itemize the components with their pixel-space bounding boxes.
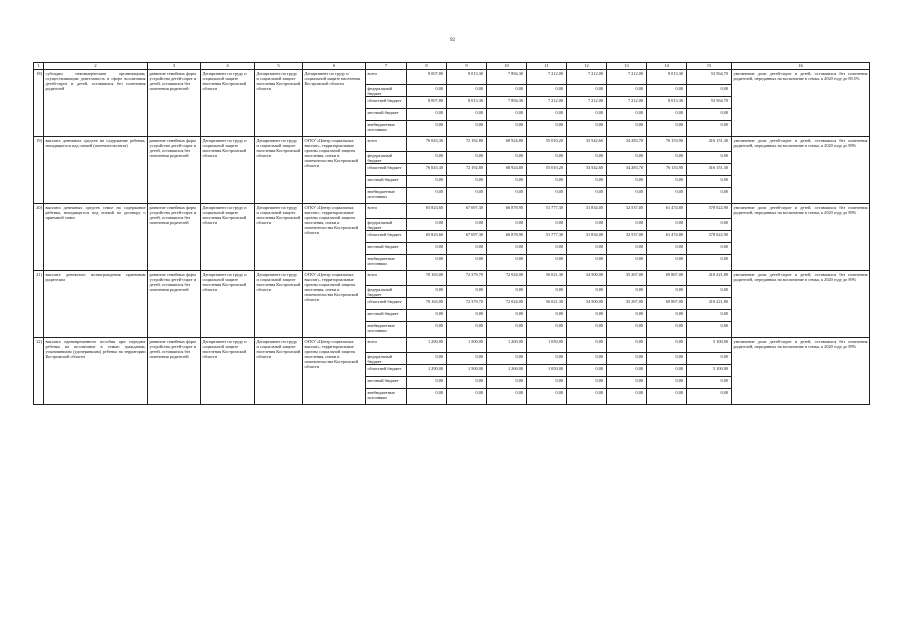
amount-cell: 0,00 xyxy=(527,85,567,97)
amount-cell: 72 024,00 xyxy=(487,271,527,286)
amount-cell: 0,00 xyxy=(567,338,607,353)
amount-cell: 76 043,30 xyxy=(407,164,447,176)
column-number-cell: 6 xyxy=(303,63,366,70)
amount-cell: 0,00 xyxy=(687,377,732,389)
amount-cell: 7 212,00 xyxy=(527,70,567,85)
amount-cell: 0,00 xyxy=(567,353,607,365)
amount-cell: 76 153,90 xyxy=(647,164,687,176)
amount-cell: 0,00 xyxy=(447,219,487,231)
amount-cell: 0,00 xyxy=(447,152,487,164)
amount-cell: 34 283,70 xyxy=(607,137,647,152)
funding-source-cell: внебюджетные источники xyxy=(366,188,407,204)
amount-cell: 0,00 xyxy=(447,353,487,365)
amount-cell: 0,00 xyxy=(447,121,487,137)
amount-cell: 0,00 xyxy=(687,121,732,137)
funds-recipient-cell: Департамент по труду и социальной защите населения Костромской области xyxy=(303,70,366,137)
amount-cell: 0,00 xyxy=(527,243,567,255)
amount-cell: 0,00 xyxy=(487,109,527,121)
row-number-cell: 22) xyxy=(34,338,44,405)
amount-cell: 0,00 xyxy=(607,377,647,389)
funding-source-cell: всего xyxy=(366,338,407,353)
amount-cell: 0,00 xyxy=(607,243,647,255)
amount-cell: 31 834,00 xyxy=(567,231,607,243)
amount-cell: 72 192,80 xyxy=(447,164,487,176)
funding-source-cell: федеральный бюджет xyxy=(366,85,407,97)
funds-recipient-cell: ОГКУ «Центр социальных выплат», территориальные органы социальной защиты населения, опеки и попечительства Костромской области xyxy=(303,338,366,405)
table-row xyxy=(34,338,870,353)
amount-cell: 0,00 xyxy=(407,176,447,188)
amount-cell: 0,00 xyxy=(447,85,487,97)
amount-cell: 0,00 xyxy=(527,377,567,389)
amount-cell: 68 924,80 xyxy=(487,164,527,176)
column-number-cell: 8 xyxy=(407,63,447,70)
amount-cell: 0,00 xyxy=(527,310,567,322)
row-number-cell: 18) xyxy=(34,70,44,137)
amount-cell: 0,00 xyxy=(607,365,647,377)
amount-cell: 0,00 xyxy=(407,85,447,97)
amount-cell: 0,00 xyxy=(487,322,527,338)
column-number-cell: 15 xyxy=(687,63,732,70)
direction-cell: развитие семейных форм устройства детей-сирот и детей, оставшихся без попечения родителей xyxy=(148,204,201,271)
funding-source-cell: областной бюджет xyxy=(366,365,407,377)
amount-cell: 72 024,00 xyxy=(487,298,527,310)
amount-cell: 1 260,00 xyxy=(487,365,527,377)
amount-cell: 0,00 xyxy=(487,310,527,322)
amount-cell: 0,00 xyxy=(407,286,447,298)
amount-cell: 0,00 xyxy=(567,243,607,255)
measure-name-cell: выплата денежного вознаграждения приемным родителям xyxy=(44,271,148,338)
amount-cell: 0,00 xyxy=(687,188,732,204)
amount-cell: 0,00 xyxy=(607,85,647,97)
amount-cell: 0,00 xyxy=(527,188,567,204)
amount-cell: 0,00 xyxy=(567,286,607,298)
funding-source-cell: внебюджетные источники xyxy=(366,255,407,271)
amount-cell: 0,00 xyxy=(407,322,447,338)
amount-cell: 1 500,00 xyxy=(447,338,487,353)
amount-cell: 0,00 xyxy=(447,322,487,338)
amount-cell: 378 022,90 xyxy=(687,204,732,219)
amount-cell: 0,00 xyxy=(607,389,647,405)
direction-cell: развитие семейных форм устройства детей-сирот и детей, оставшихся без попечения родителей xyxy=(148,70,201,137)
amount-cell: 1 290,00 xyxy=(407,365,447,377)
direction-cell: развитие семейных форм устройства детей-сирот и детей, оставшихся без попечения родителей xyxy=(148,271,201,338)
amount-cell: 67 697,30 xyxy=(447,231,487,243)
amount-cell: 66 878,90 xyxy=(487,231,527,243)
amount-cell: 76 153,90 xyxy=(647,137,687,152)
amount-cell: 51 777,30 xyxy=(527,231,567,243)
amount-cell: 69 867,00 xyxy=(647,298,687,310)
funding-source-cell: местный бюджет xyxy=(366,377,407,389)
amount-cell: 35 267,00 xyxy=(607,298,647,310)
amount-cell: 5 100,00 xyxy=(687,338,732,353)
amount-cell: 0,00 xyxy=(687,85,732,97)
amount-cell: 0,00 xyxy=(607,353,647,365)
column-number-cell: 12 xyxy=(567,63,607,70)
amount-cell: 0,00 xyxy=(487,389,527,405)
expected-result-cell: увеличение доли детей-сирот и детей, оставшихся без попечения родителей, переданных на воспитание в семьи, к 2020 году до 89% xyxy=(732,271,870,338)
amount-cell: 35 267,00 xyxy=(607,271,647,286)
funding-source-cell: всего xyxy=(366,70,407,85)
amount-cell: 0,00 xyxy=(687,255,732,271)
amount-cell: 0,00 xyxy=(647,152,687,164)
amount-cell: 65 823,60 xyxy=(407,204,447,219)
column-number-cell: 5 xyxy=(255,63,303,70)
amount-cell: 0,00 xyxy=(567,188,607,204)
amount-cell: 0,00 xyxy=(647,188,687,204)
funding-source-cell: федеральный бюджет xyxy=(366,286,407,298)
amount-cell: 1 260,00 xyxy=(487,338,527,353)
amount-cell: 0,00 xyxy=(487,188,527,204)
amount-cell: 0,00 xyxy=(527,219,567,231)
expected-result-cell: увеличение доли детей-сирот и детей, оставшихся без попечения родителей, переданных на воспитание в семьи, к 2020 году до 89% xyxy=(732,338,870,405)
amount-cell: 7 894,30 xyxy=(487,70,527,85)
column-number-cell: 16 xyxy=(732,63,870,70)
row-number-cell: 19) xyxy=(34,137,44,204)
direction-cell: развитие семейных форм устройства детей-сирот и детей, оставшихся без попечения родителей xyxy=(148,338,201,405)
amount-cell: 8 007,80 xyxy=(407,97,447,109)
amount-cell: 0,00 xyxy=(487,121,527,137)
row-number-cell: 20) xyxy=(34,204,44,271)
amount-cell: 70 163,00 xyxy=(407,271,447,286)
amount-cell: 0,00 xyxy=(607,255,647,271)
measure-name-cell: выплата денежных средств семье на содержание ребенка, находящегося под опекой по договору о приемной семье xyxy=(44,204,148,271)
amount-cell: 31 834,00 xyxy=(567,204,607,219)
column-number-cell: 10 xyxy=(487,63,527,70)
amount-cell: 0,00 xyxy=(567,85,607,97)
funding-source-cell: областной бюджет xyxy=(366,97,407,109)
amount-cell: 0,00 xyxy=(567,365,607,377)
amount-cell: 72 379,70 xyxy=(447,271,487,286)
amount-cell: 0,00 xyxy=(407,255,447,271)
amount-cell: 34 500,00 xyxy=(567,298,607,310)
funding-source-cell: местный бюджет xyxy=(366,109,407,121)
amount-cell: 1 050,00 xyxy=(527,338,567,353)
amount-cell: 0,00 xyxy=(407,121,447,137)
amount-cell: 0,00 xyxy=(487,255,527,271)
amount-cell: 0,00 xyxy=(567,152,607,164)
funding-source-cell: местный бюджет xyxy=(366,243,407,255)
funds-recipient-cell: ОГКУ «Центр социальных выплат», территориальные органы социальной защиты населения, опеки и попечительства Костромской области xyxy=(303,204,366,271)
co-executor-cell: Департамент по труду и социальной защите населения Костромской области xyxy=(255,204,303,271)
amount-cell: 0,00 xyxy=(527,255,567,271)
amount-cell: 0,00 xyxy=(607,338,647,353)
amount-cell: 0,00 xyxy=(567,109,607,121)
amount-cell: 0,00 xyxy=(567,389,607,405)
amount-cell: 0,00 xyxy=(567,310,607,322)
row-number-cell: 21) xyxy=(34,271,44,338)
amount-cell: 0,00 xyxy=(687,243,732,255)
amount-cell: 0,00 xyxy=(447,243,487,255)
funds-recipient-cell: ОГКУ «Центр социальных выплат», территориальные органы социальной защиты населения, опеки и попечительства Костромской области xyxy=(303,137,366,204)
expected-result-cell: увеличение доли детей-сирот и детей, оставшихся без попечения родителей, переданных на воспитание в семьи, к 2020 году до 89,5% xyxy=(732,70,870,137)
co-executor-cell: Департамент по труду и социальной защите населения Костромской области xyxy=(255,338,303,405)
funding-source-cell: местный бюджет xyxy=(366,310,407,322)
amount-cell: 0,00 xyxy=(647,365,687,377)
amount-cell: 72 192,80 xyxy=(447,137,487,152)
amount-cell: 0,00 xyxy=(447,188,487,204)
amount-cell: 0,00 xyxy=(527,121,567,137)
amount-cell: 0,00 xyxy=(647,338,687,353)
measure-name-cell: выплата единовременного пособия при передаче ребенка на воспитание в семью гражданам, усыновившим (удочерившим) ребенка на территории Костромской области xyxy=(44,338,148,405)
responsible-executor-cell: Департамент по труду и социальной защите населения Костромской области xyxy=(201,204,255,271)
amount-cell: 0,00 xyxy=(407,310,447,322)
amount-cell: 0,00 xyxy=(407,377,447,389)
amount-cell: 0,00 xyxy=(567,219,607,231)
amount-cell: 0,00 xyxy=(447,377,487,389)
amount-cell: 0,00 xyxy=(687,353,732,365)
amount-cell: 67 697,30 xyxy=(447,204,487,219)
funding-source-cell: федеральный бюджет xyxy=(366,219,407,231)
amount-cell: 56 021,30 xyxy=(527,271,567,286)
amount-cell: 0,00 xyxy=(487,85,527,97)
amount-cell: 0,00 xyxy=(567,121,607,137)
amount-cell: 0,00 xyxy=(647,219,687,231)
amount-cell: 0,00 xyxy=(527,322,567,338)
amount-cell: 0,00 xyxy=(407,188,447,204)
amount-cell: 56 021,30 xyxy=(527,298,567,310)
amount-cell: 61 474,80 xyxy=(647,204,687,219)
amount-cell: 0,00 xyxy=(527,152,567,164)
amount-cell: 0,00 xyxy=(527,176,567,188)
funding-source-cell: внебюджетные источники xyxy=(366,389,407,405)
amount-cell: 66 878,90 xyxy=(487,204,527,219)
amount-cell: 1 500,00 xyxy=(447,365,487,377)
amount-cell: 0,00 xyxy=(447,109,487,121)
amount-cell: 0,00 xyxy=(487,243,527,255)
amount-cell: 7 212,00 xyxy=(607,97,647,109)
amount-cell: 0,00 xyxy=(607,188,647,204)
amount-cell: 8 013,30 xyxy=(647,70,687,85)
amount-cell: 0,00 xyxy=(447,286,487,298)
amount-cell: 416 151,30 xyxy=(687,164,732,176)
amount-cell: 1 050,00 xyxy=(527,365,567,377)
responsible-executor-cell: Департамент по труду и социальной защите населения Костромской области xyxy=(201,137,255,204)
amount-cell: 0,00 xyxy=(527,389,567,405)
amount-cell: 0,00 xyxy=(527,286,567,298)
column-number-cell: 13 xyxy=(607,63,647,70)
amount-cell: 34 500,00 xyxy=(567,271,607,286)
amount-cell: 76 043,30 xyxy=(407,137,447,152)
amount-cell: 0,00 xyxy=(447,310,487,322)
program-table xyxy=(33,62,870,405)
amount-cell: 0,00 xyxy=(407,353,447,365)
table-row xyxy=(34,204,870,219)
expected-result-cell: увеличение доли детей-сирот и детей, оставшихся без попечения родителей, переданных на воспитание в семьи, к 2020 году до 89% xyxy=(732,137,870,204)
amount-cell: 0,00 xyxy=(647,310,687,322)
amount-cell: 0,00 xyxy=(447,176,487,188)
amount-cell: 8 007,80 xyxy=(407,70,447,85)
amount-cell: 53 564,70 xyxy=(687,70,732,85)
amount-cell: 33 542,60 xyxy=(567,137,607,152)
amount-cell: 32 537,00 xyxy=(607,204,647,219)
amount-cell: 0,00 xyxy=(687,389,732,405)
amount-cell: 72 379,70 xyxy=(447,298,487,310)
amount-cell: 0,00 xyxy=(407,243,447,255)
amount-cell: 0,00 xyxy=(407,109,447,121)
amount-cell: 0,00 xyxy=(407,152,447,164)
amount-cell: 416 151,30 xyxy=(687,137,732,152)
amount-cell: 0,00 xyxy=(647,322,687,338)
column-number-cell: 1 xyxy=(34,63,44,70)
amount-cell: 70 163,00 xyxy=(407,298,447,310)
amount-cell: 55 010,20 xyxy=(527,137,567,152)
funding-source-cell: областной бюджет xyxy=(366,164,407,176)
amount-cell: 378 022,90 xyxy=(687,231,732,243)
amount-cell: 0,00 xyxy=(647,353,687,365)
amount-cell: 0,00 xyxy=(647,286,687,298)
amount-cell: 0,00 xyxy=(487,176,527,188)
amount-cell: 53 564,70 xyxy=(687,97,732,109)
co-executor-cell: Департамент по труду и социальной защите населения Костромской области xyxy=(255,271,303,338)
amount-cell: 0,00 xyxy=(607,286,647,298)
amount-cell: 0,00 xyxy=(527,353,567,365)
amount-cell: 8 013,30 xyxy=(447,70,487,85)
amount-cell: 0,00 xyxy=(487,152,527,164)
amount-cell: 33 542,60 xyxy=(567,164,607,176)
amount-cell: 0,00 xyxy=(567,255,607,271)
funds-recipient-cell: ОГКУ «Центр социальных выплат», территориальные органы социальной защиты населения, опеки и попечительства Костромской области xyxy=(303,271,366,338)
page-number: 92 xyxy=(450,38,455,43)
amount-cell: 61 474,80 xyxy=(647,231,687,243)
amount-cell: 0,00 xyxy=(687,322,732,338)
amount-cell: 7 212,00 xyxy=(607,70,647,85)
amount-cell: 0,00 xyxy=(607,109,647,121)
funding-source-cell: местный бюджет xyxy=(366,176,407,188)
amount-cell: 0,00 xyxy=(407,389,447,405)
amount-cell: 0,00 xyxy=(647,243,687,255)
responsible-executor-cell: Департамент по труду и социальной защите населения Костромской области xyxy=(201,271,255,338)
funding-source-cell: федеральный бюджет xyxy=(366,353,407,365)
funding-source-cell: федеральный бюджет xyxy=(366,152,407,164)
amount-cell: 0,00 xyxy=(687,152,732,164)
funding-source-cell: всего xyxy=(366,271,407,286)
table-row xyxy=(34,271,870,286)
amount-cell: 7 894,30 xyxy=(487,97,527,109)
amount-cell: 7 212,00 xyxy=(527,97,567,109)
co-executor-cell: Департамент по труду и социальной защите населения Костромской области xyxy=(255,70,303,137)
table-row xyxy=(34,70,870,85)
expected-result-cell: увеличение доли детей-сирот и детей, оставшихся без попечения родителей, переданных на воспитание в семьи, к 2020 году до 89% xyxy=(732,204,870,271)
table-body xyxy=(34,63,870,405)
amount-cell: 34 283,70 xyxy=(607,164,647,176)
amount-cell: 32 537,00 xyxy=(607,231,647,243)
amount-cell: 0,00 xyxy=(447,389,487,405)
amount-cell: 65 823,60 xyxy=(407,231,447,243)
amount-cell: 0,00 xyxy=(447,255,487,271)
measure-name-cell: субсидии некоммерческим организациям, осуществляющим деятельность в сфере воспитания детей-сирот и детей, оставшихся без попечения родителей xyxy=(44,70,148,137)
amount-cell: 7 212,00 xyxy=(567,70,607,85)
amount-cell: 410 221,80 xyxy=(687,298,732,310)
amount-cell: 0,00 xyxy=(687,219,732,231)
funding-source-cell: внебюджетные источники xyxy=(366,121,407,137)
amount-cell: 0,00 xyxy=(567,377,607,389)
amount-cell: 1 290,00 xyxy=(407,338,447,353)
column-number-cell: 2 xyxy=(44,63,148,70)
column-number-cell: 3 xyxy=(148,63,201,70)
amount-cell: 0,00 xyxy=(607,322,647,338)
amount-cell: 0,00 xyxy=(687,176,732,188)
funding-source-cell: всего xyxy=(366,204,407,219)
amount-cell: 8 013,30 xyxy=(447,97,487,109)
co-executor-cell: Департамент по труду и социальной защите населения Костромской области xyxy=(255,137,303,204)
measure-name-cell: выплата денежных средств на содержание ребенка, находящегося под опекой (попечительством) xyxy=(44,137,148,204)
funding-source-cell: всего xyxy=(366,137,407,152)
amount-cell: 7 212,00 xyxy=(567,97,607,109)
funding-source-cell: областной бюджет xyxy=(366,298,407,310)
amount-cell: 0,00 xyxy=(687,109,732,121)
amount-cell: 68 924,80 xyxy=(487,137,527,152)
column-number-cell: 11 xyxy=(527,63,567,70)
amount-cell: 0,00 xyxy=(687,310,732,322)
amount-cell: 0,00 xyxy=(527,109,567,121)
amount-cell: 55 010,20 xyxy=(527,164,567,176)
amount-cell: 0,00 xyxy=(487,353,527,365)
amount-cell: 0,00 xyxy=(647,109,687,121)
direction-cell: развитие семейных форм устройства детей-сирот и детей, оставшихся без попечения родителей xyxy=(148,137,201,204)
amount-cell: 0,00 xyxy=(647,176,687,188)
amount-cell: 0,00 xyxy=(487,219,527,231)
responsible-executor-cell: Департамент по труду и социальной защите населения Костромской области xyxy=(201,70,255,137)
column-number-cell: 9 xyxy=(447,63,487,70)
amount-cell: 0,00 xyxy=(567,322,607,338)
amount-cell: 0,00 xyxy=(687,286,732,298)
amount-cell: 0,00 xyxy=(407,219,447,231)
amount-cell: 0,00 xyxy=(607,152,647,164)
amount-cell: 0,00 xyxy=(647,85,687,97)
column-number-cell: 14 xyxy=(647,63,687,70)
amount-cell: 69 867,00 xyxy=(647,271,687,286)
responsible-executor-cell: Департамент по труду и социальной защите населения Костромской области xyxy=(201,338,255,405)
amount-cell: 8 013,30 xyxy=(647,97,687,109)
amount-cell: 410 221,80 xyxy=(687,271,732,286)
amount-cell: 0,00 xyxy=(647,255,687,271)
amount-cell: 0,00 xyxy=(607,176,647,188)
column-number-cell: 4 xyxy=(201,63,255,70)
amount-cell: 0,00 xyxy=(647,377,687,389)
amount-cell: 0,00 xyxy=(607,219,647,231)
amount-cell: 0,00 xyxy=(487,286,527,298)
funding-source-cell: областной бюджет xyxy=(366,231,407,243)
amount-cell: 0,00 xyxy=(567,176,607,188)
amount-cell: 5 100,00 xyxy=(687,365,732,377)
funding-source-cell: внебюджетные источники xyxy=(366,322,407,338)
amount-cell: 0,00 xyxy=(647,389,687,405)
amount-cell: 51 777,30 xyxy=(527,204,567,219)
column-number-cell: 7 xyxy=(366,63,407,70)
table-row xyxy=(34,137,870,152)
amount-cell: 0,00 xyxy=(607,310,647,322)
amount-cell: 0,00 xyxy=(647,121,687,137)
amount-cell: 0,00 xyxy=(487,377,527,389)
amount-cell: 0,00 xyxy=(607,121,647,137)
column-number-row xyxy=(34,63,870,70)
